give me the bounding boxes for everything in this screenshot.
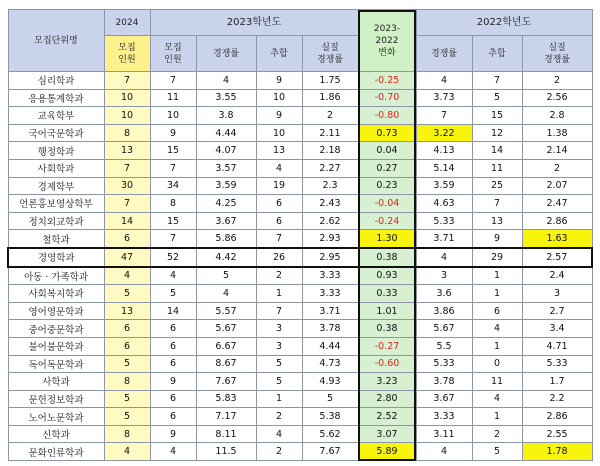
cell-real-2022: 3: [522, 285, 592, 303]
cell-recruit-2023: 14: [150, 302, 196, 320]
cell-change: -0.24: [358, 212, 416, 230]
cell-real-2022: 1.7: [522, 373, 592, 391]
cell-real-2023: 1.86: [302, 89, 358, 107]
cell-add-2022: 1: [472, 267, 522, 285]
cell-comp-2022: 7: [416, 107, 472, 125]
header-change-line2: 2022: [375, 35, 399, 46]
cell-change: 0.38: [358, 320, 416, 338]
cell-change: 2.80: [358, 390, 416, 408]
cell-recruit-2023: 15: [150, 212, 196, 230]
cell-recruit-2023: 10: [150, 107, 196, 125]
cell-dept-name: 경영학과: [8, 248, 104, 267]
cell-real-2022: 1.63: [522, 230, 592, 248]
cell-add-2022: 5: [472, 443, 522, 461]
cell-recruit-2024: 7: [104, 159, 150, 177]
cell-real-2023: 2.3: [302, 177, 358, 195]
cell-comp-2023: 4: [196, 285, 256, 303]
cell-add-2022: 6: [472, 302, 522, 320]
cell-comp-2022: 5.33: [416, 355, 472, 373]
cell-add-2022: 0: [472, 355, 522, 373]
cell-comp-2022: 5.67: [416, 320, 472, 338]
cell-recruit-2023: 6: [150, 355, 196, 373]
cell-comp-2022: 3.59: [416, 177, 472, 195]
cell-comp-2022: 3.71: [416, 230, 472, 248]
cell-real-2022: 2.14: [522, 142, 592, 160]
cell-add-2022: 11: [472, 159, 522, 177]
cell-real-2022: 1.38: [522, 124, 592, 142]
header-recruit-2024: [104, 36, 150, 72]
cell-add-2022: 29: [472, 248, 522, 267]
cell-add-2022: 15: [472, 107, 522, 125]
cell-add-2023: 10: [256, 89, 302, 107]
cell-add-2023: 3: [256, 320, 302, 338]
cell-comp-2022: 4.63: [416, 195, 472, 213]
cell-recruit-2023: 7: [150, 72, 196, 90]
table-row: [8, 320, 592, 338]
cell-real-2022: 2: [522, 159, 592, 177]
cell-comp-2023: 5.83: [196, 390, 256, 408]
cell-recruit-2023: 15: [150, 142, 196, 160]
cell-comp-2023: 3.59: [196, 177, 256, 195]
cell-dept-name: 언론홍보영상학부: [8, 195, 104, 213]
cell-real-2022: 2: [522, 72, 592, 90]
cell-add-2022: 4: [472, 390, 522, 408]
cell-recruit-2024: 5: [104, 390, 150, 408]
table-row: [8, 230, 592, 248]
cell-comp-2022: 3.67: [416, 390, 472, 408]
header-2022-group: 2022학년도: [416, 10, 592, 36]
cell-real-2023: 2.62: [302, 212, 358, 230]
cell-add-2022: 11: [472, 373, 522, 391]
cell-real-2023: 1.75: [302, 72, 358, 90]
cell-recruit-2024: 10: [104, 107, 150, 125]
cell-recruit-2023: 6: [150, 337, 196, 355]
cell-recruit-2024: 14: [104, 212, 150, 230]
cell-recruit-2024: 5: [104, 355, 150, 373]
cell-change: -0.04: [358, 195, 416, 213]
cell-real-2022: 5.33: [522, 355, 592, 373]
cell-comp-2023: 7.67: [196, 373, 256, 391]
cell-real-2022: 2.57: [522, 248, 592, 267]
cell-add-2023: 9: [256, 107, 302, 125]
table-row: [8, 107, 592, 125]
cell-comp-2022: 3.11: [416, 425, 472, 443]
cell-recruit-2023: 5: [150, 285, 196, 303]
cell-add-2023: 2: [256, 443, 302, 461]
cell-add-2022: 12: [472, 124, 522, 142]
cell-dept-name: 문화인류학과: [8, 443, 104, 461]
cell-add-2022: 5: [472, 89, 522, 107]
header-recruit-2023: [150, 36, 196, 72]
cell-recruit-2024: 5: [104, 408, 150, 426]
header-2024: 2024: [104, 10, 150, 36]
header-recruit-2024-l1: 모집: [118, 42, 136, 53]
cell-comp-2023: 5: [196, 267, 256, 285]
table-row: [8, 124, 592, 142]
cell-real-2022: 2.2: [522, 390, 592, 408]
cell-comp-2023: 3.57: [196, 159, 256, 177]
cell-recruit-2023: 4: [150, 443, 196, 461]
cell-recruit-2024: 10: [104, 89, 150, 107]
cell-dept-name: 사학과: [8, 373, 104, 391]
cell-dept-name: 중어중문학과: [8, 320, 104, 338]
header-real-2022-l2: 경쟁률: [543, 54, 571, 65]
cell-comp-2023: 5.57: [196, 302, 256, 320]
cell-real-2023: 2.93: [302, 230, 358, 248]
cell-change: -0.25: [358, 72, 416, 90]
cell-add-2023: 1: [256, 390, 302, 408]
cell-comp-2022: 3.78: [416, 373, 472, 391]
header-real-2023-l1: 실질: [321, 42, 339, 53]
cell-comp-2022: 3.6: [416, 285, 472, 303]
cell-recruit-2023: 9: [150, 373, 196, 391]
cell-recruit-2023: 8: [150, 195, 196, 213]
cell-comp-2023: 5.67: [196, 320, 256, 338]
table-row: [8, 373, 592, 391]
table-row: [8, 302, 592, 320]
cell-add-2022: 1: [472, 337, 522, 355]
cell-real-2023: 4.73: [302, 355, 358, 373]
cell-comp-2022: 4: [416, 248, 472, 267]
cell-add-2022: 25: [472, 177, 522, 195]
cell-real-2023: 7.67: [302, 443, 358, 461]
cell-comp-2022: 3: [416, 267, 472, 285]
cell-comp-2023: 3.8: [196, 107, 256, 125]
cell-comp-2022: 4: [416, 72, 472, 90]
cell-recruit-2023: 11: [150, 89, 196, 107]
cell-add-2023: 5: [256, 373, 302, 391]
cell-real-2023: 3.71: [302, 302, 358, 320]
cell-add-2022: 7: [472, 72, 522, 90]
cell-real-2023: 5: [302, 390, 358, 408]
header-add-2022: 추합: [472, 36, 522, 72]
cell-dept-name: 정치외교학과: [8, 212, 104, 230]
cell-real-2022: 2.07: [522, 177, 592, 195]
cell-comp-2023: 4.25: [196, 195, 256, 213]
table-row: [8, 408, 592, 426]
cell-recruit-2023: 6: [150, 390, 196, 408]
cell-real-2023: 5.38: [302, 408, 358, 426]
header-comp-2022: 경쟁률: [416, 36, 472, 72]
cell-change: 3.07: [358, 425, 416, 443]
cell-add-2023: 10: [256, 124, 302, 142]
cell-add-2023: 13: [256, 142, 302, 160]
cell-recruit-2024: 8: [104, 373, 150, 391]
cell-recruit-2024: 47: [104, 248, 150, 267]
header-change: [358, 10, 416, 72]
cell-change: 0.33: [358, 285, 416, 303]
cell-add-2022: 13: [472, 212, 522, 230]
cell-real-2023: 2.27: [302, 159, 358, 177]
cell-real-2023: 4.44: [302, 337, 358, 355]
cell-comp-2023: 4.42: [196, 248, 256, 267]
header-real-2023-l2: 경쟁률: [316, 54, 344, 65]
cell-recruit-2023: 6: [150, 320, 196, 338]
cell-change: 0.93: [358, 267, 416, 285]
header-recruit-2023-l2: 인원: [164, 54, 182, 65]
cell-recruit-2024: 6: [104, 337, 150, 355]
cell-recruit-2024: 4: [104, 267, 150, 285]
cell-comp-2022: 3.33: [416, 408, 472, 426]
table-row: [8, 248, 592, 267]
cell-change: 0.23: [358, 177, 416, 195]
cell-add-2022: 7: [472, 195, 522, 213]
cell-real-2023: 2.11: [302, 124, 358, 142]
cell-real-2022: 2.4: [522, 267, 592, 285]
cell-dept-name: 독어독문학과: [8, 355, 104, 373]
cell-dept-name: 노어노문학과: [8, 408, 104, 426]
cell-real-2023: 3.78: [302, 320, 358, 338]
cell-comp-2023: 5.86: [196, 230, 256, 248]
cell-change: 1.30: [358, 230, 416, 248]
cell-change: 1.01: [358, 302, 416, 320]
cell-real-2023: 2.43: [302, 195, 358, 213]
cell-dept-name: 교육학부: [8, 107, 104, 125]
table-row: [8, 159, 592, 177]
cell-recruit-2024: 8: [104, 425, 150, 443]
table-row: [8, 142, 592, 160]
table-row: [8, 337, 592, 355]
table-row: [8, 89, 592, 107]
cell-change: 0.27: [358, 159, 416, 177]
cell-recruit-2024: 30: [104, 177, 150, 195]
cell-real-2022: 2.86: [522, 408, 592, 426]
cell-comp-2022: 4: [416, 443, 472, 461]
cell-recruit-2023: 7: [150, 230, 196, 248]
cell-recruit-2023: 6: [150, 408, 196, 426]
cell-recruit-2023: 7: [150, 159, 196, 177]
cell-change: -0.27: [358, 337, 416, 355]
cell-real-2022: 2.86: [522, 212, 592, 230]
cell-dept-name: 행정학과: [8, 142, 104, 160]
cell-recruit-2024: 13: [104, 142, 150, 160]
cell-dept-name: 아동 · 가족학과: [8, 267, 104, 285]
table-row: [8, 355, 592, 373]
cell-add-2023: 7: [256, 302, 302, 320]
cell-real-2023: 3.33: [302, 267, 358, 285]
cell-change: 0.73: [358, 124, 416, 142]
cell-comp-2023: 4.44: [196, 124, 256, 142]
cell-real-2023: 4.93: [302, 373, 358, 391]
cell-comp-2023: 3.67: [196, 212, 256, 230]
cell-recruit-2024: 7: [104, 72, 150, 90]
cell-add-2023: 4: [256, 159, 302, 177]
cell-dept-name: 경제학부: [8, 177, 104, 195]
cell-add-2023: 26: [256, 248, 302, 267]
cell-add-2022: 1: [472, 285, 522, 303]
cell-comp-2022: 5.14: [416, 159, 472, 177]
table-row: [8, 285, 592, 303]
cell-real-2022: 2.47: [522, 195, 592, 213]
cell-change: 5.89: [358, 443, 416, 461]
cell-dept-name: 문헌정보학과: [8, 390, 104, 408]
cell-dept-name: 철학과: [8, 230, 104, 248]
cell-add-2023: 2: [256, 408, 302, 426]
cell-real-2023: 2: [302, 107, 358, 125]
cell-comp-2022: 5.5: [416, 337, 472, 355]
cell-comp-2023: 3.55: [196, 89, 256, 107]
cell-dept-name: 불어불문학과: [8, 337, 104, 355]
header-dept: 모집단위명: [8, 10, 104, 72]
table-row: [8, 425, 592, 443]
cell-change: 2.52: [358, 408, 416, 426]
cell-recruit-2024: 7: [104, 195, 150, 213]
cell-add-2023: 5: [256, 355, 302, 373]
cell-change: 0.38: [358, 248, 416, 267]
cell-recruit-2023: 52: [150, 248, 196, 267]
admission-table: [7, 9, 593, 461]
header-comp-2023: 경쟁률: [196, 36, 256, 72]
cell-recruit-2024: 6: [104, 320, 150, 338]
cell-change: 3.23: [358, 373, 416, 391]
header-real-2023: [302, 36, 358, 72]
header-real-2022-l1: 실질: [548, 42, 566, 53]
cell-real-2022: 2.55: [522, 425, 592, 443]
cell-real-2022: 1.78: [522, 443, 592, 461]
cell-change: -0.80: [358, 107, 416, 125]
cell-recruit-2023: 34: [150, 177, 196, 195]
cell-dept-name: 사회복지학과: [8, 285, 104, 303]
table-row: [8, 443, 592, 461]
header-recruit-2023-l1: 모집: [164, 42, 182, 53]
header-2023-group: 2023학년도: [150, 10, 358, 36]
cell-comp-2022: 3.86: [416, 302, 472, 320]
header-change-line3: 변화: [378, 47, 396, 58]
cell-comp-2022: 3.73: [416, 89, 472, 107]
cell-add-2023: 1: [256, 285, 302, 303]
header-add-2023: 추합: [256, 36, 302, 72]
cell-add-2022: 1: [472, 408, 522, 426]
cell-recruit-2024: 6: [104, 230, 150, 248]
cell-comp-2023: 8.67: [196, 355, 256, 373]
cell-add-2023: 19: [256, 177, 302, 195]
table-row: [8, 267, 592, 285]
cell-comp-2023: 6.67: [196, 337, 256, 355]
table-row: [8, 177, 592, 195]
cell-recruit-2023: 9: [150, 124, 196, 142]
cell-change: 0.04: [358, 142, 416, 160]
cell-add-2022: 9: [472, 230, 522, 248]
cell-real-2023: 5.62: [302, 425, 358, 443]
cell-dept-name: 응용통계학과: [8, 89, 104, 107]
cell-add-2023: 6: [256, 212, 302, 230]
cell-add-2022: 4: [472, 320, 522, 338]
header-real-2022: [522, 36, 592, 72]
cell-real-2023: 3.33: [302, 285, 358, 303]
cell-comp-2023: 4: [196, 72, 256, 90]
cell-recruit-2023: 4: [150, 267, 196, 285]
table-row: [8, 195, 592, 213]
cell-dept-name: 심리학과: [8, 72, 104, 90]
header-recruit-2024-l2: 인원: [118, 54, 136, 65]
cell-add-2023: 2: [256, 267, 302, 285]
table-container: [7, 9, 591, 461]
table-body: [8, 72, 592, 461]
cell-real-2023: 2.95: [302, 248, 358, 267]
cell-comp-2023: 11.5: [196, 443, 256, 461]
cell-comp-2022: 4.13: [416, 142, 472, 160]
table-row: [8, 390, 592, 408]
table-row: [8, 72, 592, 90]
cell-recruit-2024: 13: [104, 302, 150, 320]
cell-add-2023: 9: [256, 72, 302, 90]
cell-add-2023: 6: [256, 195, 302, 213]
cell-real-2022: 3.4: [522, 320, 592, 338]
cell-comp-2023: 8.11: [196, 425, 256, 443]
cell-change: -0.70: [358, 89, 416, 107]
cell-recruit-2024: 5: [104, 285, 150, 303]
cell-dept-name: 신학과: [8, 425, 104, 443]
cell-dept-name: 국어국문학과: [8, 124, 104, 142]
cell-add-2022: 14: [472, 142, 522, 160]
cell-add-2023: 7: [256, 230, 302, 248]
cell-comp-2022: 5.33: [416, 212, 472, 230]
cell-real-2022: 2.56: [522, 89, 592, 107]
header-change-line1: 2023-: [373, 23, 401, 34]
cell-dept-name: 영어영문학과: [8, 302, 104, 320]
cell-add-2022: 2: [472, 425, 522, 443]
cell-comp-2023: 4.07: [196, 142, 256, 160]
cell-comp-2022: 3.22: [416, 124, 472, 142]
cell-dept-name: 사회학과: [8, 159, 104, 177]
cell-comp-2023: 7.17: [196, 408, 256, 426]
cell-real-2022: 2.7: [522, 302, 592, 320]
cell-real-2023: 2.18: [302, 142, 358, 160]
cell-recruit-2023: 9: [150, 425, 196, 443]
cell-real-2022: 4.71: [522, 337, 592, 355]
cell-recruit-2024: 4: [104, 443, 150, 461]
cell-change: -0.60: [358, 355, 416, 373]
cell-recruit-2024: 8: [104, 124, 150, 142]
cell-real-2022: 2.8: [522, 107, 592, 125]
table-row: [8, 212, 592, 230]
cell-add-2023: 4: [256, 425, 302, 443]
cell-add-2023: 3: [256, 337, 302, 355]
